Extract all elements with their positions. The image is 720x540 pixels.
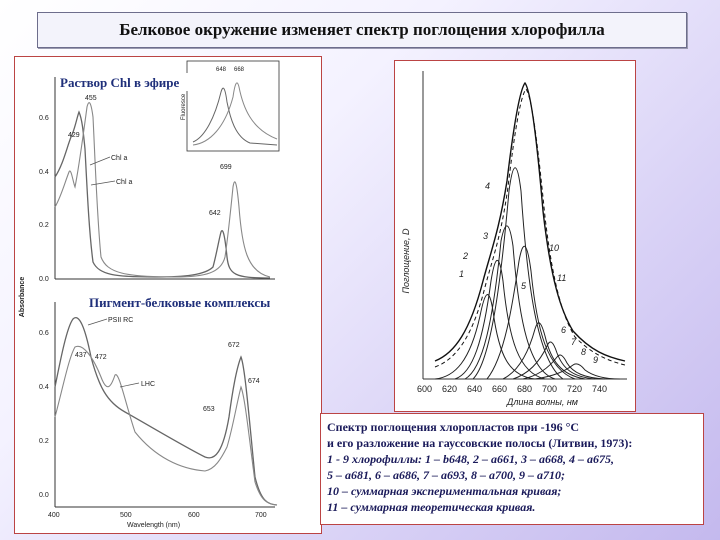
caption-line: 1 - 9 хлорофиллы: 1 – b648, 2 – a661, 3 – a668, 4 – a675, <box>327 452 615 466</box>
peak-label: 642 <box>209 210 221 217</box>
peak-label: 472 <box>95 354 107 361</box>
xtick: 700 <box>255 512 267 519</box>
bottom-ytick: 0.4 <box>39 384 49 391</box>
xtick: 720 <box>567 384 583 394</box>
top-ytick: 0.4 <box>39 169 49 176</box>
left-spectra-panel <box>14 56 322 534</box>
xtick: 620 <box>442 384 458 394</box>
caption-line: 5 – a681, 6 – a686, 7 – a693, 8 – a700, 9 – a710; <box>327 468 565 482</box>
top-ytick: 0.0 <box>39 276 49 283</box>
series-label: LHC <box>141 381 156 388</box>
curve-number: 9 <box>593 355 599 365</box>
xtick: 660 <box>492 384 508 394</box>
xtick: 600 <box>417 384 433 394</box>
xtick: 740 <box>592 384 608 394</box>
peak-label: 653 <box>203 406 215 413</box>
curve-number: 11 <box>557 273 567 283</box>
bottom-ytick: 0.6 <box>39 330 49 337</box>
wavelength-axis-title: Wavelength (nm) <box>127 522 181 529</box>
right-spectra-panel <box>394 60 636 412</box>
curve-number: 7 <box>571 337 577 347</box>
peak-label: 699 <box>220 164 232 171</box>
psii-rc-curve <box>55 318 277 505</box>
peak-label: 437 <box>75 352 87 359</box>
xtick: 600 <box>188 512 200 519</box>
series-label: Chl a <box>116 179 133 186</box>
curve-number: 1 <box>459 269 465 279</box>
xtick: 400 <box>48 512 60 519</box>
bottom-ytick: 0.0 <box>39 492 49 499</box>
xtick: 640 <box>467 384 483 394</box>
series-label: Chl a <box>111 155 128 162</box>
series-leader <box>91 181 115 185</box>
peak-label: 429 <box>68 132 80 139</box>
curve-number: 6 <box>561 325 567 335</box>
curve-9 <box>535 364 620 379</box>
curve-number: 8 <box>581 347 587 357</box>
series-label: PSII RC <box>108 317 134 324</box>
inset-peak: 668 <box>234 67 245 73</box>
curve-10-sum-exp <box>435 83 625 361</box>
top-ytick: 0.6 <box>39 115 49 122</box>
left-spectra-figure <box>15 57 321 533</box>
peak-label: 455 <box>85 95 97 102</box>
caption-line: и его разложение на гауссовские полосы (Литвин, 1973): <box>327 436 633 450</box>
inset-peak: 648 <box>216 67 227 73</box>
top-ytick: 0.2 <box>39 222 49 229</box>
series-leader <box>90 157 110 165</box>
xtick: 700 <box>542 384 558 394</box>
slide-title: Белковое окружение изменяет спектр поглощения хлорофилла <box>119 20 605 39</box>
curve-number: 2 <box>463 251 469 261</box>
right-y-axis-title: Поглощение, D <box>401 228 411 294</box>
curve-number: 3 <box>483 231 489 241</box>
series-leader <box>120 383 139 387</box>
curve-number: 5 <box>521 281 527 291</box>
peak-label: 672 <box>228 342 240 349</box>
curve-number: 4 <box>485 181 491 191</box>
figure-caption <box>320 413 704 525</box>
right-x-axis-title: Длина волны, нм <box>507 397 578 407</box>
caption-line: 10 – суммарная экспериментальная кривая; <box>327 484 562 498</box>
xtick: 500 <box>120 512 132 519</box>
curve-11-sum-theory <box>435 89 625 367</box>
caption-line: 11 – суммарная теоретическая кривая. <box>327 500 536 514</box>
ether-solution-label: Раствор Chl в эфире <box>60 75 180 90</box>
curve-4 <box>473 168 563 379</box>
pigment-protein-label: Пигмент-белковые комплексы <box>89 295 271 310</box>
inset-axis-title: Fluoresce <box>181 93 187 121</box>
absorbance-axis-title: Absorbance <box>19 276 26 318</box>
curve-number: 10 <box>549 243 560 253</box>
bottom-ytick: 0.2 <box>39 438 49 445</box>
series-leader <box>88 319 107 325</box>
peak-label: 674 <box>248 378 260 385</box>
gaussian-decomposition-figure <box>395 61 635 411</box>
slide-title-box <box>37 12 687 48</box>
xtick: 680 <box>517 384 533 394</box>
caption-line: Спектр поглощения хлоропластов при -196 °С <box>327 420 580 434</box>
